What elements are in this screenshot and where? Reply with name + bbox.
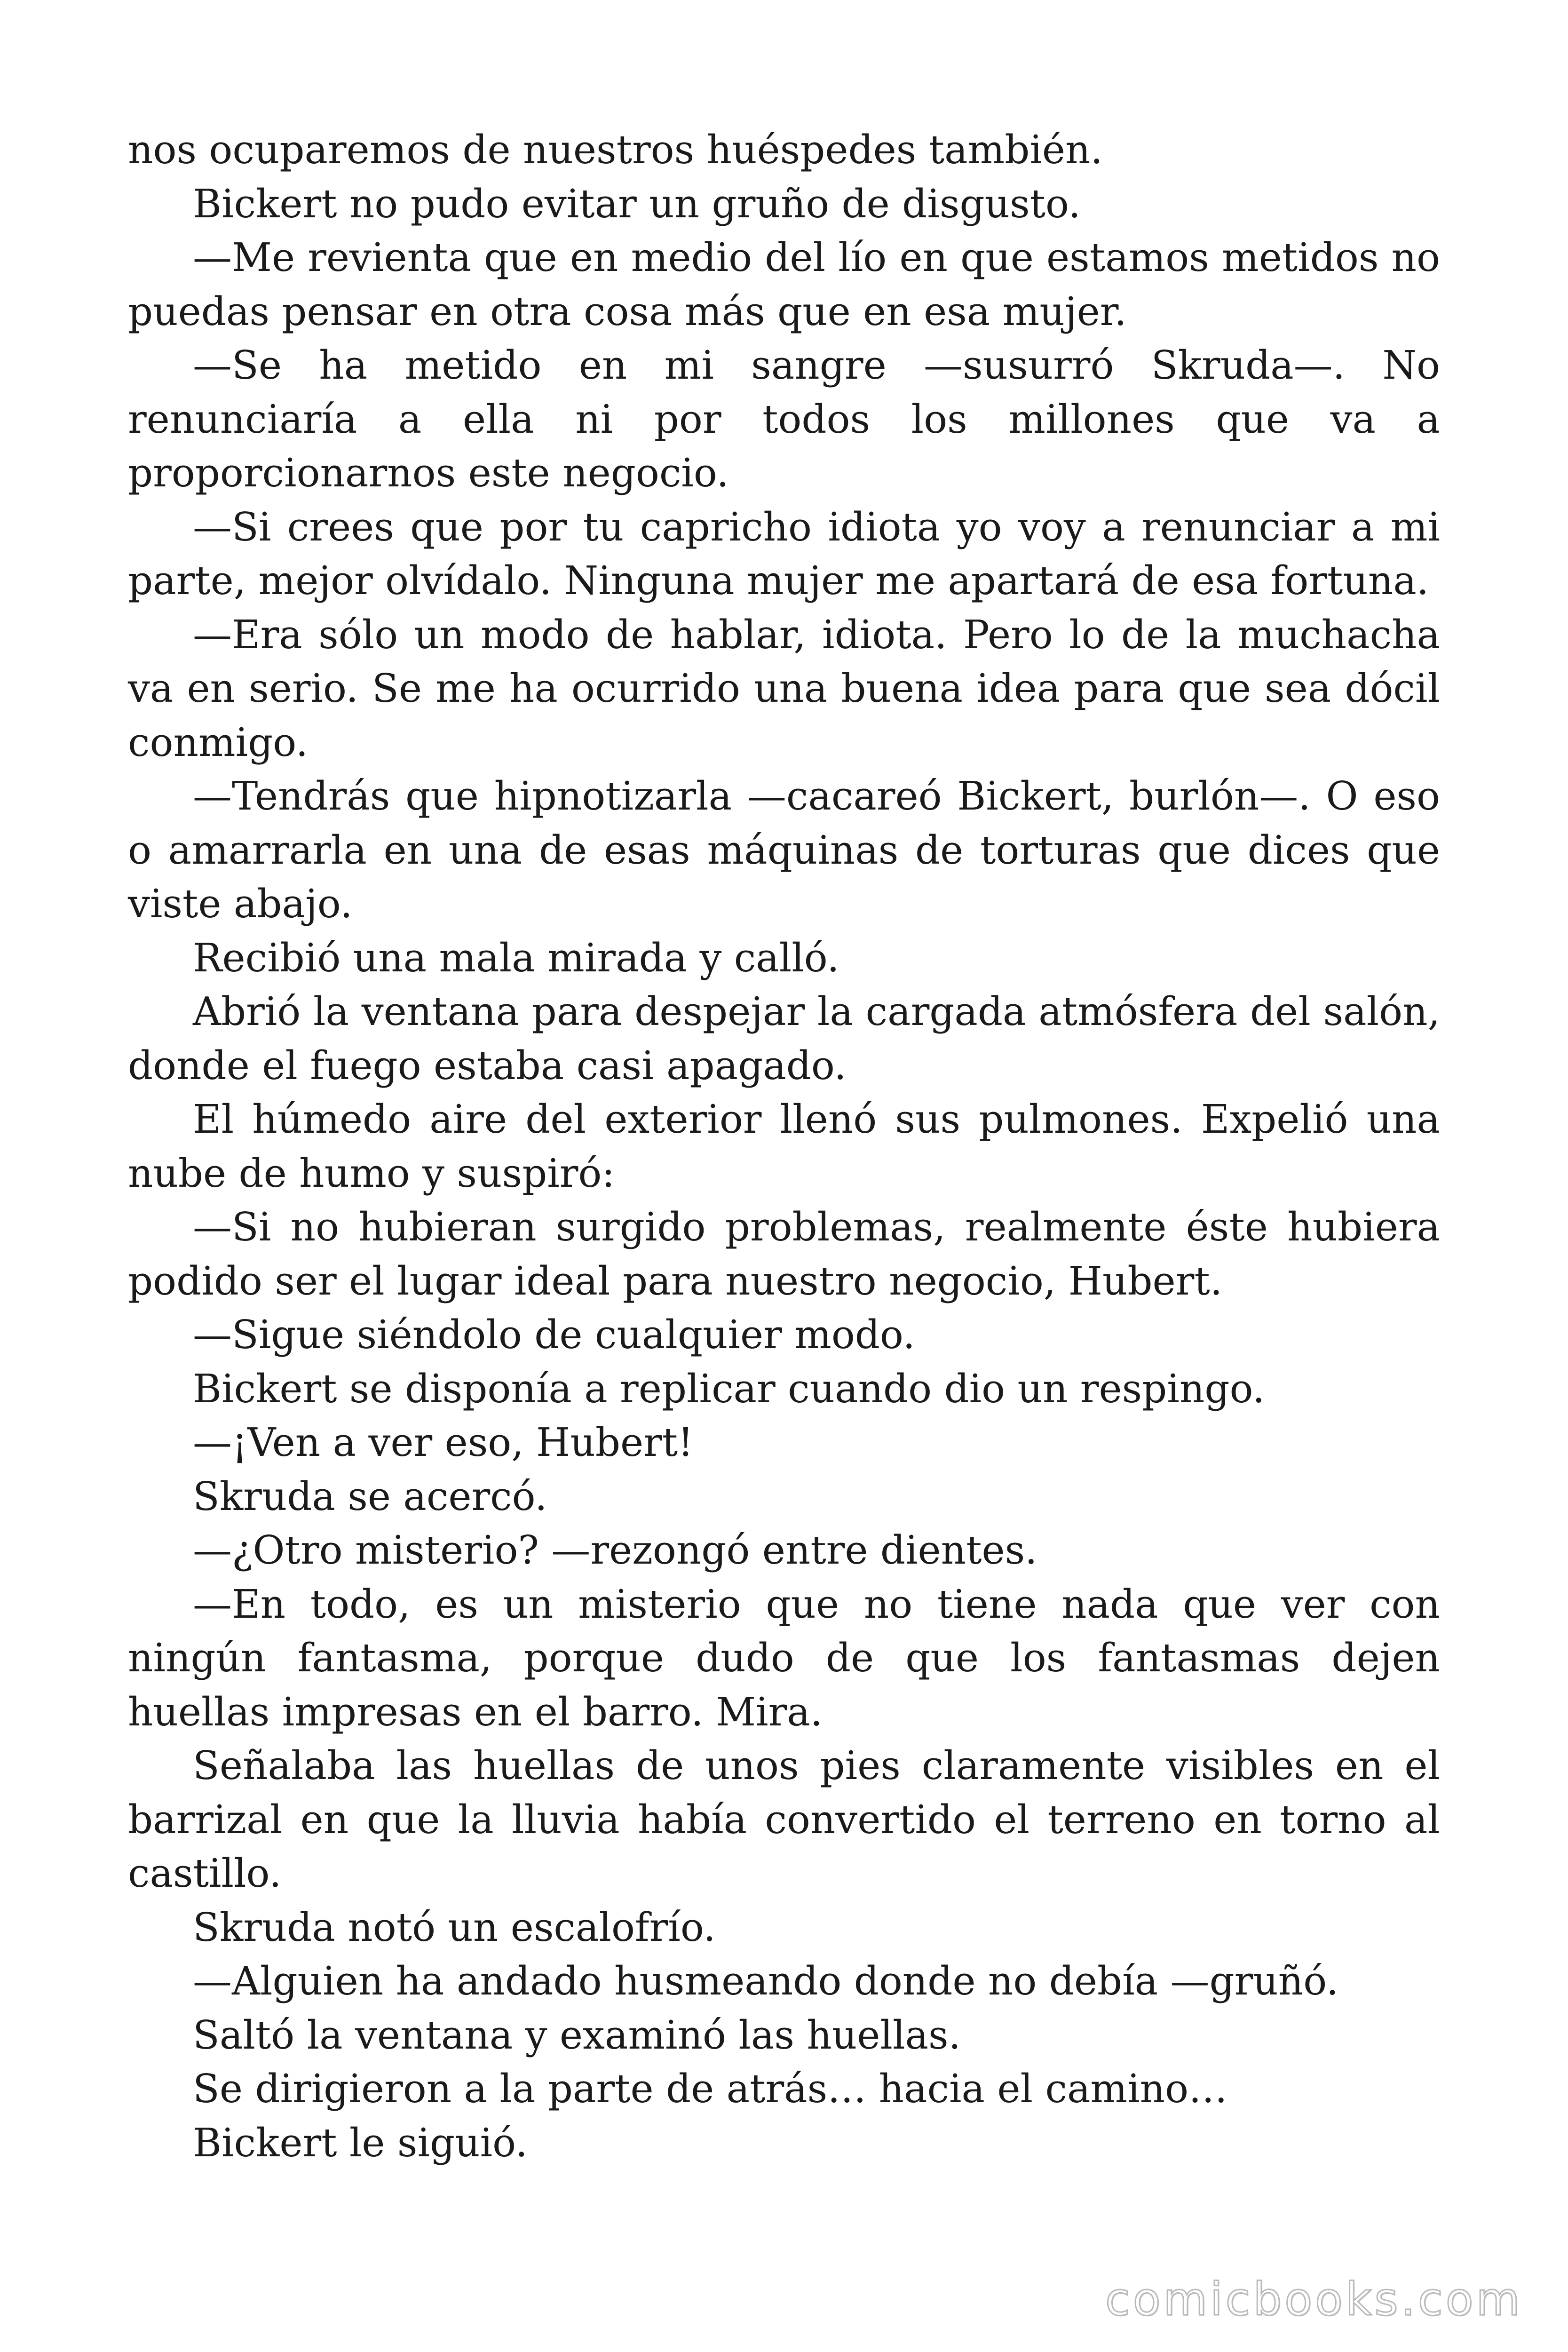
paragraph: —Tendrás que hipnotizarla —cacareó Bickert, burlón—. O eso o amarrarla en una de esas máquinas de torturas que dices que viste abajo.	[128, 773, 1440, 927]
paragraph: —Si no hubieran surgido problemas, realmente éste hubiera podido ser el lugar ideal para nuestro negocio, Hubert.	[128, 1204, 1440, 1304]
paragraph: —Era sólo un modo de hablar, idiota. Pero lo de la muchacha va en serio. Se me ha ocurrido una buena idea para que sea dócil conmigo.	[128, 612, 1440, 765]
paragraph: —Si crees que por tu capricho idiota yo voy a renunciar a mi parte, mejor olvídalo. Ninguna mujer me apartará de esa fortuna.	[128, 504, 1440, 604]
paragraph: El húmedo aire del exterior llenó sus pulmones. Expelió una nube de humo y suspiró:	[128, 1097, 1440, 1196]
paragraph: nos ocuparemos de nuestros huéspedes también.	[128, 127, 1103, 173]
paragraph: —¿Otro misterio? —rezongó entre dientes.	[193, 1527, 1037, 1573]
paragraph: Bickert le siguió.	[193, 2120, 528, 2166]
paragraph: Bickert se disponía a replicar cuando dio un respingo.	[193, 1366, 1265, 1412]
paragraph: Se dirigieron a la parte de atrás… hacia el camino…	[193, 2066, 1228, 2112]
paragraph: —Se ha metido en mi sangre —susurró Skruda—. No renunciaría a ella ni por todos los millones que va a proporcionarnos este negocio.	[128, 342, 1440, 496]
paragraph: Abrió la ventana para despejar la cargada atmósfera del salón, donde el fuego estaba casi apagado.	[128, 989, 1440, 1089]
watermark: comicbooks.com	[1105, 2273, 1523, 2326]
paragraph: Recibió una mala mirada y calló.	[193, 935, 839, 981]
paragraph: —Alguien ha andado husmeando donde no debía —gruñó.	[193, 1958, 1339, 2004]
body-text	[128, 123, 1440, 2170]
paragraph: Señalaba las huellas de unos pies claramente visibles en el barrizal en que la lluvia había convertido el terreno en torno al castillo.	[128, 1743, 1440, 1896]
paragraph: Bickert no pudo evitar un gruño de disgusto.	[193, 181, 1081, 227]
paragraph: —En todo, es un misterio que no tiene nada que ver con ningún fantasma, porque dudo de que los fantasmas dejen huellas impresas en el barro. Mira.	[128, 1581, 1440, 1735]
paragraph: —Sigue siéndolo de cualquier modo.	[193, 1312, 915, 1358]
paragraph: Skruda se acercó.	[193, 1473, 547, 1519]
paragraph: —Me revienta que en medio del lío en que estamos metidos no puedas pensar en otra cosa más que en esa mujer.	[128, 235, 1440, 334]
paragraph: —¡Ven a ver eso, Hubert!	[193, 1420, 694, 1465]
paragraph: Saltó la ventana y examinó las huellas.	[193, 2012, 961, 2058]
paragraph: Skruda notó un escalofrío.	[193, 1904, 716, 1950]
